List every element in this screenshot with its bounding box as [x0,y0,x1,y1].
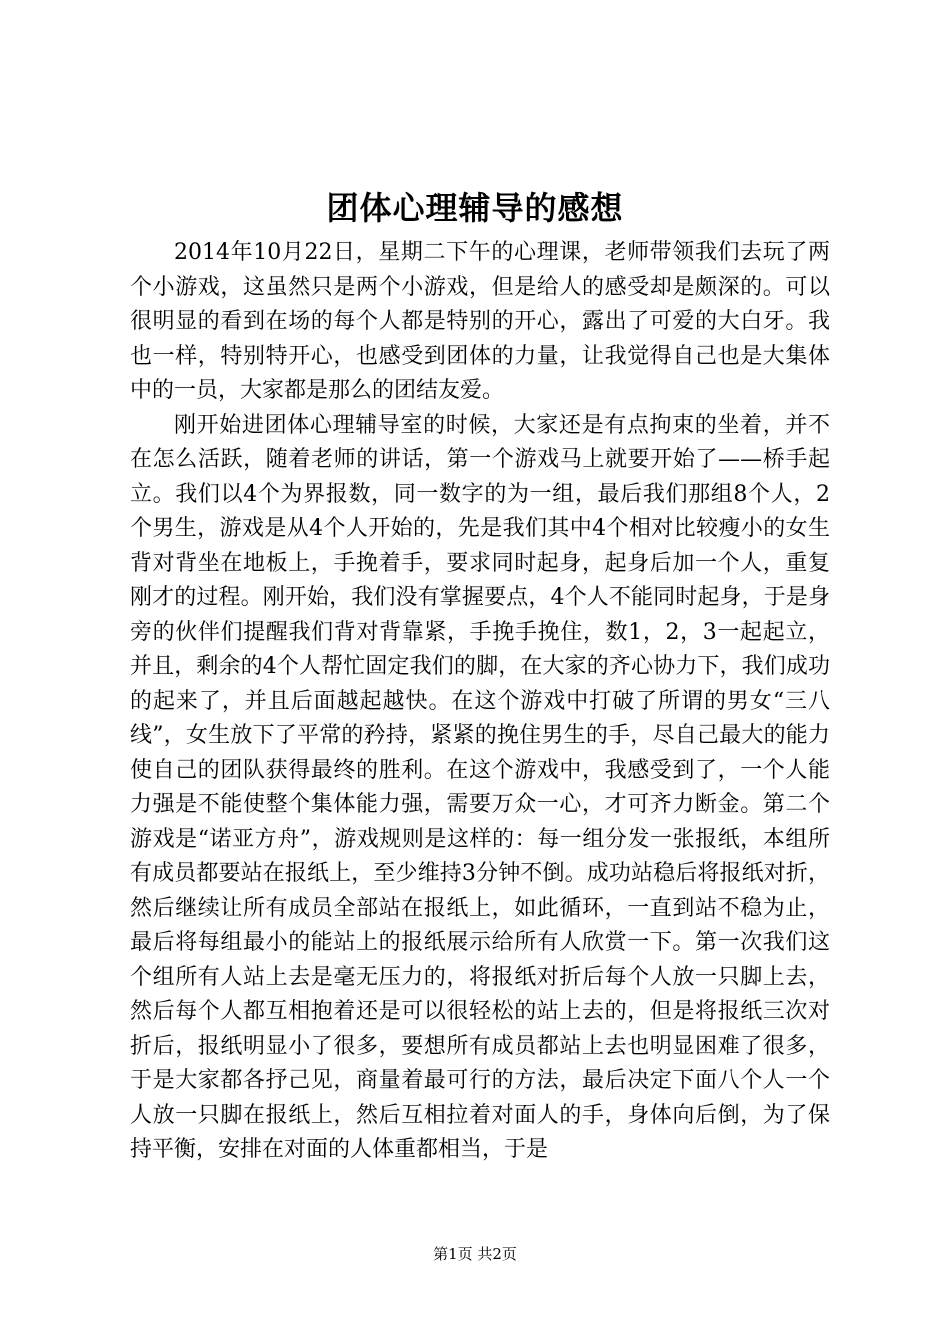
document-body [130,236,830,1168]
paragraph: 2014年10月22日，星期二下午的心理课，老师带领我们去玩了两个小游戏，这虽然只是两个小游戏，但是给人的感受却是颇深的。可以很明显的看到在场的每个人都是特别的开心，露出了可爱的大白牙。我也一样，特别特开心，也感受到团体的力量，让我觉得自己也是大集体中的一员，大家都是那么的团结友爱。 [130,240,830,403]
page-footer: 第1页 共2页 [433,1245,517,1263]
paragraph: 刚开始进团体心理辅导室的时候，大家还是有点拘束的坐着，并不在怎么活跃，随着老师的讲话，第一个游戏马上就要开始了——桥手起立。我们以4个为界报数，同一数字的为一组，最后我们那组8个人，2个男生，游戏是从4个人开始的，先是我们其中4个相对比较瘦小的女生背对背坐在地板上，手挽着手，要求同时起身，起身后加一个人，重复刚才的过程。刚开始，我们没有掌握要点，4个人不能同时起身，于是身旁的伙伴们提醒我们背对背靠紧，手挽手挽住，数1，2，3一起起立，并且，剩余的4个人帮忙固定我们的脚，在大家的齐心协力下，我们成功的起来了，并且后面越起越快。在这个游戏中打破了所谓的男女“三八线”，女生放下了平常的矜持，紧紧的挽住男生的手，尽自己最大的能力使自己的团队获得最终的胜利。在这个游戏中，我感受到了，一个人能力强是不能使整个集体能力强，需要万众一心，才可齐力断金。第二个游戏是“诺亚方舟”，游戏规则是这样的：每一组分发一张报纸，本组所有成员都要站在报纸上，至少维持3分钟不倒。成功站稳后将报纸对折，然后继续让所有成员全部站在报纸上，如此循环，一直到站不稳为止，最后将每组最小的能站上的报纸展示给所有人欣赏一下。第一次我们这个组所有人站上去是毫无压力的，将报纸对折后每个人放一只脚上去，然后每个人都互相抱着还是可以很轻松的站上去的，但是将报纸三次对折后，报纸明显小了很多，要想所有成员都站上去也明显困难了很多，于是大家都各抒己见，商量着最可行的方法，最后决定下面八个人一个人放一只脚在报纸上，然后互相拉着对面人的手，身体向后倒，为了保持平衡，安排在对面的人体重都相当，于是 [130,412,830,1162]
page-title: 团体心理辅导的感想 [326,189,624,227]
